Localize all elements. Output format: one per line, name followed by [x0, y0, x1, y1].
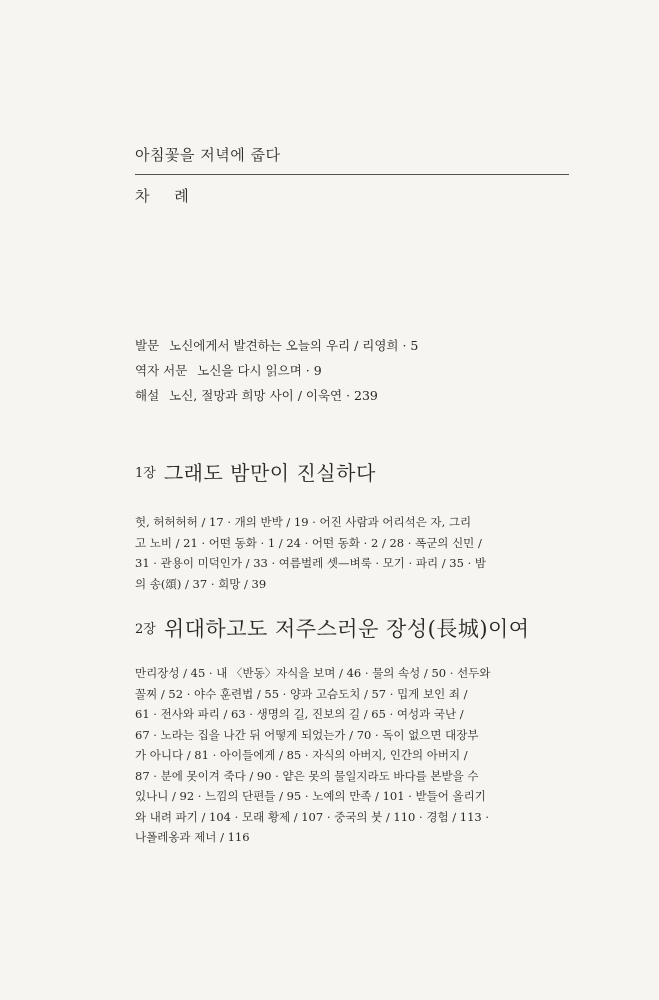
contents-line: 87 · 분에 못이겨 죽다 / 90 · 얕은 못의 물일지라도 바다를 본받을 수: [135, 768, 479, 783]
contents-line: 만리장성 / 45 · 내 〈반동〉자식을 보며 / 46 · 물의 속성 / 50 · 선두와: [135, 666, 491, 680]
front-matter: [135, 333, 575, 408]
contents-line: 꼴찌 / 52 · 야수 훈련법 / 55 · 양과 고슴도치 / 57 · 밉게 보인 죄 /: [135, 686, 468, 701]
chapter-2-contents: [135, 663, 517, 848]
front-matter-label: 역자 서문: [135, 363, 188, 378]
front-matter-entry: [135, 383, 575, 408]
contents-line: 헛, 허허허허 / 17 · 개의 반박 / 19 · 어진 사람과 어리석은 자, 그리: [135, 515, 472, 529]
chapter-number: 2장: [135, 622, 156, 637]
chapter-title: 그래도 밤만이 진실하다: [163, 461, 376, 485]
toc-heading: 차 례: [135, 187, 199, 205]
front-matter-label: 발문: [135, 338, 160, 353]
chapter-1-heading: [135, 457, 376, 486]
front-matter-entry: [135, 358, 575, 383]
title-rule: [135, 174, 569, 175]
contents-line: 나폴레옹과 제너 / 116: [135, 830, 250, 844]
chapter-2-heading: [135, 613, 530, 643]
contents-line: 31 · 관용이 미덕인가 / 33 · 여름벌레 셋—벼룩 · 모기 · 파리 / 35 · 밤: [135, 556, 486, 570]
front-matter-text: 노신을 다시 읽으며 · 9: [197, 363, 322, 378]
contents-line: 의 송(頌) / 37 · 희망 / 39: [135, 576, 267, 591]
chapter-1-contents: [135, 512, 515, 594]
contents-line: 67 · 노라는 집을 나간 뒤 어떻게 되었는가 / 70 · 독이 없으면 대장부: [135, 727, 479, 742]
front-matter-entry: [135, 333, 575, 358]
contents-line: 고 노비 / 21 · 어떤 동화 · 1 / 24 · 어떤 동화 · 2 / 28 · 폭군의 신민 /: [135, 535, 482, 550]
contents-line: 가 아니다 / 81 · 아이들에게 / 85 · 자식의 아버지, 인간의 아버지 /: [135, 748, 468, 762]
book-title: 아침꽃을 저녁에 줍다: [135, 146, 281, 164]
chapter-number: 1장: [135, 466, 156, 481]
front-matter-label: 해설: [135, 388, 160, 403]
chapter-title: 위대하고도 저주스러운 장성(長城)이여: [163, 617, 530, 641]
contents-line: 있나니 / 92 · 느낌의 단편들 / 95 · 노예의 만족 / 101 · 받들어 올리기: [135, 789, 486, 803]
contents-line: 와 내려 파기 / 104 · 모래 황제 / 107 · 중국의 붓 / 110 · 경험 / 113 ·: [135, 809, 490, 824]
contents-line: 61 · 전사와 파리 / 63 · 생명의 길, 진보의 길 / 65 · 여성과 국난 /: [135, 707, 464, 721]
front-matter-text: 노신, 절망과 희망 사이 / 이욱연 · 239: [169, 388, 378, 403]
front-matter-text: 노신에게서 발견하는 오늘의 우리 / 리영희 · 5: [169, 338, 419, 353]
